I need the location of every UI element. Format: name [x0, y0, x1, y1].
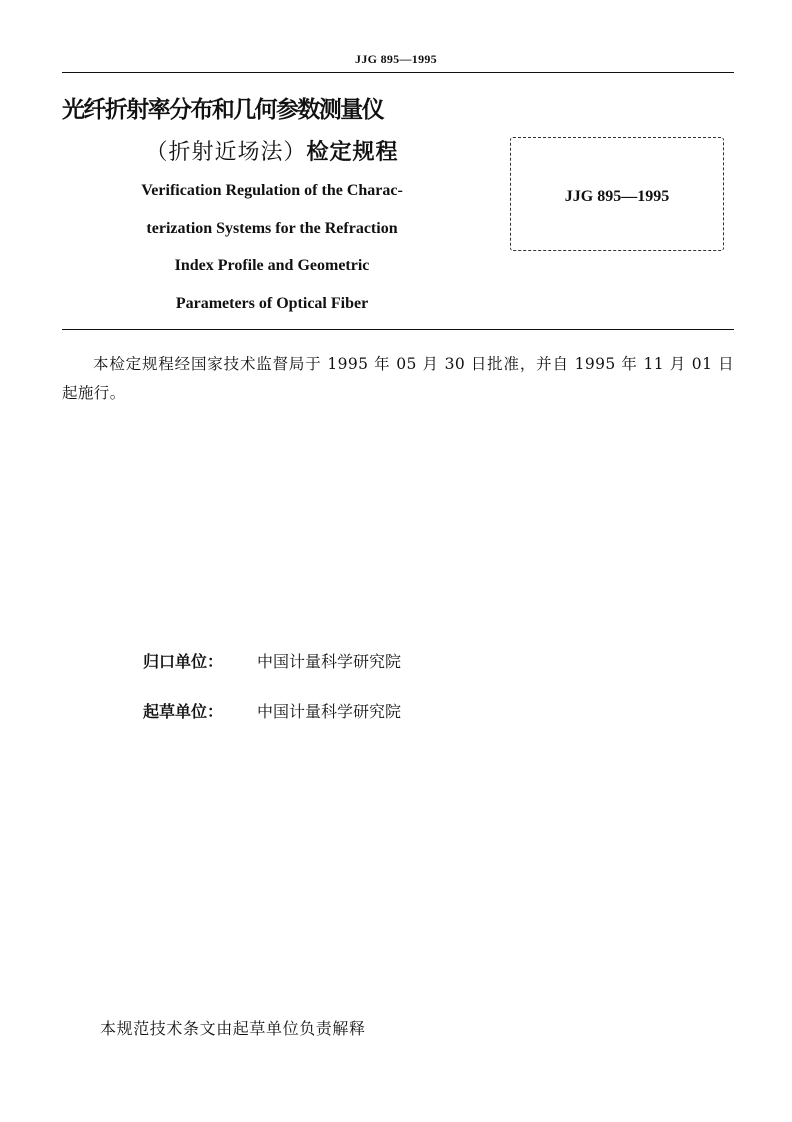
title-chinese-regulation: 检定规程 — [306, 140, 399, 165]
title-english-line-1: Verification Regulation of the Charac- — [141, 182, 403, 199]
interpretation-note: 本规范技术条文由起草单位负责解释 — [100, 1019, 366, 1038]
drafting-unit-row — [143, 699, 401, 722]
responsible-unit-value: 中国计量科学研究院 — [257, 652, 402, 671]
title-english-line-2: terization Systems for the Refraction — [146, 219, 398, 237]
title-english-line-4: Parameters of Optical Fiber — [175, 294, 369, 312]
document-code-box-text: JJG 895—1995 — [564, 188, 670, 205]
header-rule — [62, 72, 734, 73]
document-code-header: JJG 895—1995 — [355, 52, 437, 66]
drafting-unit-label: 起草单位： — [143, 702, 224, 721]
title-chinese-line-2 — [62, 135, 482, 166]
title-english-line-3: Index Profile and Geometric — [174, 257, 370, 274]
title-chinese-method: （折射近场法） — [145, 140, 307, 165]
title-rule — [62, 329, 734, 330]
responsible-unit-row — [143, 649, 401, 672]
document-code-box — [510, 137, 724, 251]
title-english — [62, 172, 482, 322]
responsible-unit-label: 归口单位： — [143, 652, 224, 671]
title-chinese-line-1: 光纤折射率分布和几何参数测量仪 — [62, 97, 384, 123]
drafting-unit-value: 中国计量科学研究院 — [257, 702, 402, 721]
approval-statement: 本检定规程经国家技术监督局于 1995 年 05 月 30 日批准，并自 1995 年 11 月 01 日起施行。 — [62, 355, 734, 402]
